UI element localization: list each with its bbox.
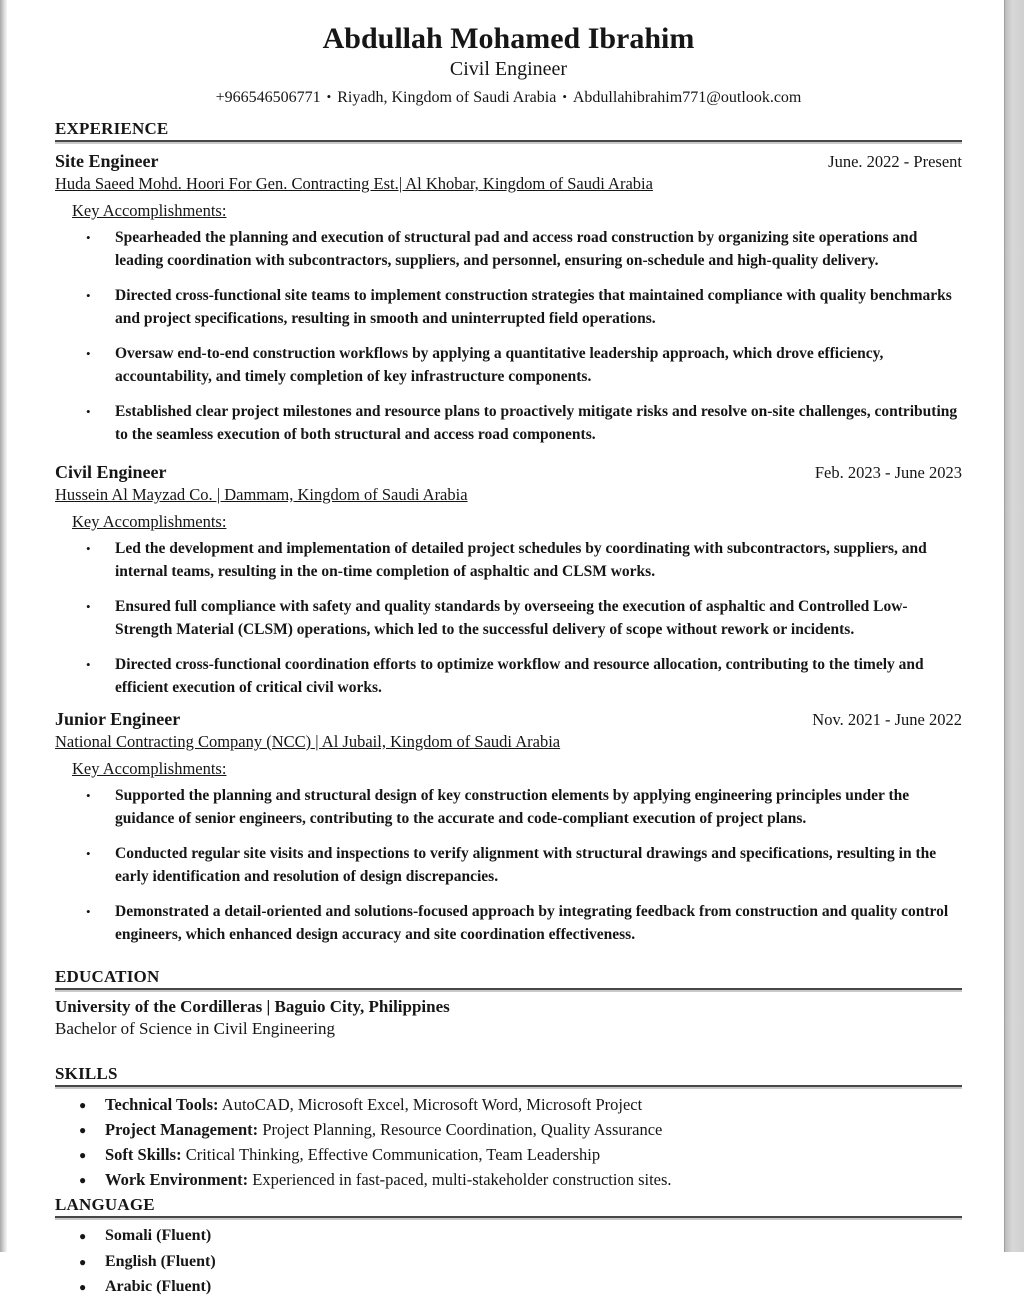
photo-edge-left [0,0,7,1252]
person-title: Civil Engineer [449,58,568,80]
bullet-disc-icon: ● [79,1280,87,1294]
list-item [55,342,962,388]
job-company: Huda Saeed Mohd. Hoori For Gen. Contracting Est.| Al Khobar, Kingdom of Saudi Arabia [55,174,653,193]
key-accomplishments-label: Key Accomplishments: [72,201,227,220]
phone-number: +966546506771 [215,89,321,106]
language-list [55,1224,962,1300]
skills-heading: SKILLS [55,1064,118,1083]
list-item [55,1224,962,1249]
skill-value: Critical Thinking, Effective Communication, Team Leadership [181,1145,601,1164]
list-item [55,653,962,699]
accomplishment-text: Demonstrated a detail-oriented and solutions-focused approach by integrating feedback from construction and quality control engineers, which enhanced design accuracy and site coordination effectiveness. [115,903,949,943]
job-title: Junior Engineer [55,709,181,729]
job-dates: Feb. 2023 - June 2023 [814,463,962,482]
accomplishment-text: Spearheaded the planning and execution of structural pad and access road construction by organizing site operations and leading coordination with subcontractors, suppliers, and personnel, ensuring on-schedule and high-quality delivery. [115,229,918,269]
language-text: English (Fluent) [105,1252,216,1270]
skill-text [105,1118,962,1142]
list-item [55,1275,962,1300]
skill-text [105,1143,962,1167]
job-title: Civil Engineer [55,462,167,482]
accomplishment-text: Led the development and implementation of detailed project schedules by coordinating with subcontractors, suppliers, and internal teams, resulting in the on-time completion of asphaltic and CLSM works. [115,540,927,580]
bullet-dot-icon: • [86,904,91,919]
bullet-dot-icon: • [86,288,91,303]
bullet-dot-icon: • [86,541,91,556]
education-degree: Bachelor of Science in Civil Engineering [55,1019,335,1038]
skills-section [55,1064,962,1192]
contact-line [55,87,962,108]
skill-label: Project Management: [105,1120,259,1139]
accomplishment-text: Established clear project milestones and resource plans to proactively mitigate risks and resolve on-site challenges, contributing to the seamless execution of both structural and access road components. [115,403,958,443]
skills-list [55,1093,962,1192]
skill-text [105,1168,962,1192]
job-header [55,461,962,484]
person-name: Abdullah Mohamed Ibrahim [322,22,695,55]
accomplishment-text: Ensured full compliance with safety and quality standards by overseeing the execution of asphaltic and Controlled Low-Strength Material (CLSM) operations, which led to the successful delivery of scope without rework or incidents. [115,598,908,638]
bullet-dot-icon: • [86,230,91,245]
bullet-disc-icon: ● [79,1254,87,1269]
job-junior-engineer [55,708,962,946]
bullet-disc-icon: ● [79,1173,87,1187]
language-section [55,1195,962,1300]
accomplishment-text: Directed cross-functional site teams to implement construction strategies that maintained compliance with quality benchmarks and project specifications, resulting in smooth and uninterrupted field operations. [115,287,952,327]
job-header [55,150,962,173]
section-rule [55,1085,962,1089]
skill-text [105,1093,962,1117]
key-accomplishments-label: Key Accomplishments: [72,759,227,778]
bullet-disc-icon: ● [79,1229,87,1243]
job-dates: June. 2022 - Present [828,152,962,171]
bullet-dot-icon: • [86,657,91,672]
list-item [55,1250,962,1275]
bullet-disc-icon: ● [79,1148,87,1162]
resume-page [7,0,1004,1295]
bullet-separator-icon: • [562,89,567,104]
list-item [55,1118,962,1142]
bullet-disc-icon: ● [79,1098,87,1112]
section-rule [55,988,962,992]
language-heading: LANGUAGE [55,1195,155,1214]
accomplishments-list [55,784,962,946]
skill-value: Project Planning, Resource Coordination, Quality Assurance [258,1120,663,1139]
bullet-dot-icon: • [86,599,91,614]
skill-label: Work Environment: [105,1170,249,1189]
accomplishment-text: Conducted regular site visits and inspections to verify alignment with structural drawings and specifications, resulting in the early identification and resolution of design discrepancies. [115,845,937,885]
bullet-dot-icon: • [86,788,91,803]
list-item [55,1143,962,1167]
job-dates: Nov. 2021 - June 2022 [812,710,962,729]
bullet-dot-icon: • [86,404,91,419]
skill-value: Experienced in fast-paced, multi-stakeholder construction sites. [248,1170,672,1189]
job-header [55,708,962,731]
list-item [55,537,962,583]
accomplishment-text: Directed cross-functional coordination efforts to optimize workflow and resource allocation, contributing to the timely and efficient execution of critical civil works. [115,656,924,696]
job-site-engineer [55,150,962,446]
job-civil-engineer [55,461,962,699]
section-rule [55,1216,962,1220]
list-item [55,284,962,330]
education-section [55,967,962,1040]
list-item [55,784,962,830]
bullet-separator-icon: • [326,89,332,104]
accomplishment-text: Supported the planning and structural design of key construction elements by applying engineering principles under the guidance of senior engineers, contributing to the accurate and code-compliant execution of project plans. [115,787,910,827]
job-company: National Contracting Company (NCC) | Al Jubail, Kingdom of Saudi Arabia [55,732,561,751]
language-text: Arabic (Fluent) [105,1278,212,1295]
bullet-dot-icon: • [86,846,91,861]
bullet-dot-icon: • [86,346,91,361]
list-item [55,1093,962,1117]
experience-heading: EXPERIENCE [55,119,169,138]
key-accomplishments-label: Key Accomplishments: [72,512,227,531]
section-rule [55,140,962,144]
list-item [55,226,962,272]
job-company: Hussein Al Mayzad Co. | Dammam, Kingdom of Saudi Arabia [55,485,468,504]
list-item [55,1168,962,1192]
experience-section [55,119,962,946]
bullet-disc-icon: ● [79,1123,87,1137]
photo-edge-right [1004,0,1024,1252]
skill-value: AutoCAD, Microsoft Excel, Microsoft Word, Microsoft Project [218,1095,643,1114]
accomplishment-text: Oversaw end-to-end construction workflows by applying a quantitative leadership approach, which drove efficiency, accountability, and timely completion of key infrastructure components. [115,345,884,385]
skill-label: Technical Tools: [105,1095,219,1114]
accomplishments-list [55,226,962,446]
list-item [55,400,962,446]
education-heading: EDUCATION [55,967,160,986]
location-text: Riyadh, Kingdom of Saudi Arabia [337,89,557,106]
list-item [55,595,962,641]
list-item [55,900,962,946]
accomplishments-list [55,537,962,699]
skill-label: Soft Skills: [105,1145,182,1164]
education-school: University of the Cordilleras | Baguio City, Philippines [55,997,450,1016]
job-title: Site Engineer [55,151,159,171]
email-address: Abdullahibrahim771@outlook.com [572,89,802,106]
list-item [55,842,962,888]
language-text: Somali (Fluent) [105,1227,212,1244]
